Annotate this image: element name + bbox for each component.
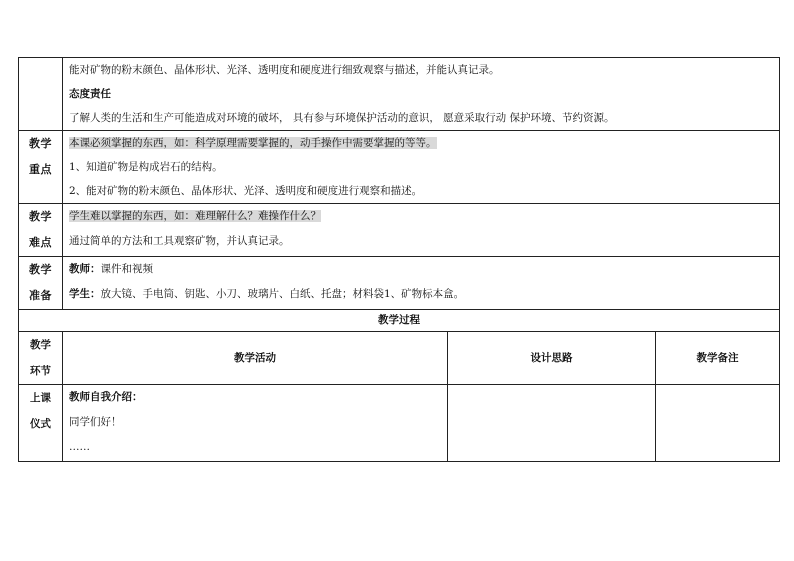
focus-row: [19, 131, 780, 204]
objective-line: 能对矿物的粉末颜色、晶体形状、光泽、透明度和硬度进行细致观察与描述，并能认真记录。: [69, 64, 500, 76]
opening-notes: [656, 385, 780, 462]
process-header-row: [19, 332, 780, 385]
prep-label-line1: 教学: [29, 263, 52, 276]
notes-header: 教学备注: [656, 332, 780, 385]
attitude-heading: 态度责任: [69, 88, 111, 100]
difficulty-content: [63, 204, 780, 257]
difficulty-label: [19, 204, 63, 257]
focus-label-line2: 重点: [29, 163, 52, 176]
difficulty-label-line1: 教学: [29, 210, 52, 223]
opening-activity: [63, 385, 448, 462]
prep-label-line2: 准备: [29, 289, 52, 302]
difficulty-hint: 学生难以掌握的东西，如：难理解什么？难操作什么？: [69, 210, 321, 222]
prep-row: [19, 257, 780, 310]
opening-line: 同学们好！: [69, 416, 122, 428]
opening-stage-line1: 上课: [30, 392, 51, 404]
objectives-row: [19, 58, 780, 131]
activity-header: 教学活动: [63, 332, 448, 385]
opening-stage: [19, 385, 63, 462]
focus-label-line1: 教学: [29, 137, 52, 150]
prep-content: [63, 257, 780, 310]
objectives-content: [63, 58, 780, 131]
opening-row: [19, 385, 780, 462]
focus-hint: 本课必须掌握的东西，如：科学原理需要掌握的，动手操作中需要掌握的等等。: [69, 137, 437, 149]
design-header: 设计思路: [448, 332, 656, 385]
objectives-label-cell: [19, 58, 63, 131]
difficulty-text: 通过简单的方法和工具观察矿物，并认真记录。: [69, 235, 290, 247]
opening-stage-line2: 仪式: [30, 418, 51, 430]
process-title: 教学过程: [19, 310, 780, 332]
lesson-plan-sheet: [18, 57, 779, 462]
lesson-plan-table: [18, 57, 780, 462]
prep-teacher-label: 教师：: [69, 263, 101, 275]
prep-student-label: 学生：: [69, 288, 101, 300]
objective-line: 了解人类的生活和生产可能造成对环境的破坏， 具有参与环境保护活动的意识， 愿意采取行动 保护环境、节约资源。: [69, 112, 615, 124]
stage-header: [19, 332, 63, 385]
focus-item: 2、能对矿物的粉末颜色、晶体形状、光泽、透明度和硬度进行观察和描述。: [69, 185, 423, 197]
opening-line: ……: [69, 441, 90, 453]
prep-student-text: 放大镜、手电筒、钥匙、小刀、玻璃片、白纸、托盘；材料袋1、矿物标本盒。: [100, 288, 465, 300]
stage-header-line2: 环节: [30, 365, 51, 377]
focus-item: 1、知道矿物是构成岩石的结构。: [69, 161, 223, 173]
difficulty-label-line2: 难点: [29, 236, 52, 249]
difficulty-row: [19, 204, 780, 257]
focus-content: [63, 131, 780, 204]
opening-design: [448, 385, 656, 462]
prep-teacher-text: 课件和视频: [100, 263, 153, 275]
process-title-row: [19, 310, 780, 332]
prep-label: [19, 257, 63, 310]
stage-header-line1: 教学: [30, 339, 51, 351]
focus-label: [19, 131, 63, 204]
opening-line: 教师自我介绍：: [69, 391, 143, 403]
